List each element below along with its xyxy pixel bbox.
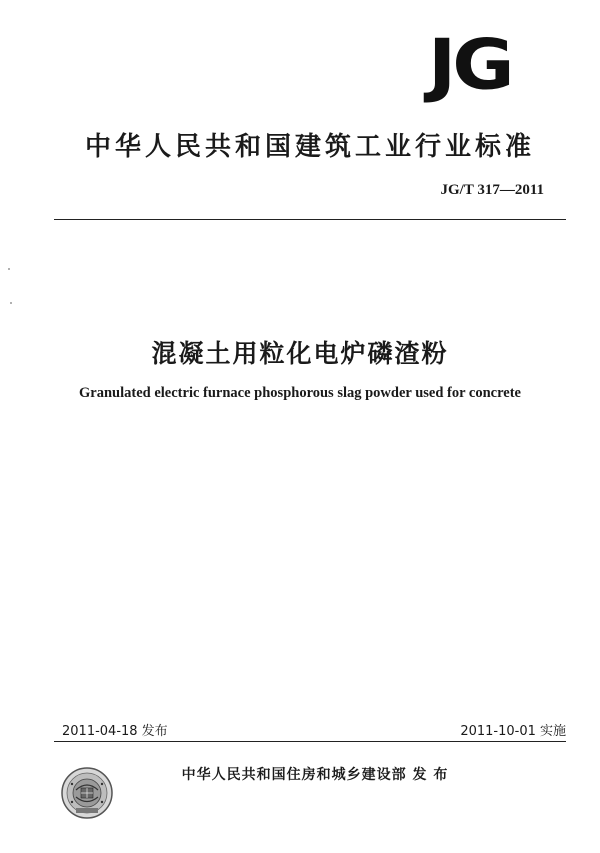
issuing-authority: 中华人民共和国住房和城乡建设部 发 布 [181, 767, 449, 783]
title-chinese: 混凝土用粒化电炉磷渣粉 [151, 339, 449, 368]
issue-date: 2011-04-18 发布 [62, 724, 168, 739]
bottom-divider [54, 741, 566, 742]
implementation-date: 2011-10-01 实施 [460, 724, 566, 739]
title-english: Granulated electric furnace phosphorous slag powder used for concrete [79, 385, 521, 401]
scan-speck [8, 268, 10, 270]
standard-number: JG/T 317—2011 [440, 182, 544, 198]
standard-category-heading: 中华人民共和国建筑工业行业标准 [84, 132, 535, 162]
jg-logo: JG [428, 23, 511, 106]
anti-counterfeit-seal-icon [60, 766, 114, 820]
top-divider [54, 219, 566, 220]
scan-speck [10, 302, 12, 304]
